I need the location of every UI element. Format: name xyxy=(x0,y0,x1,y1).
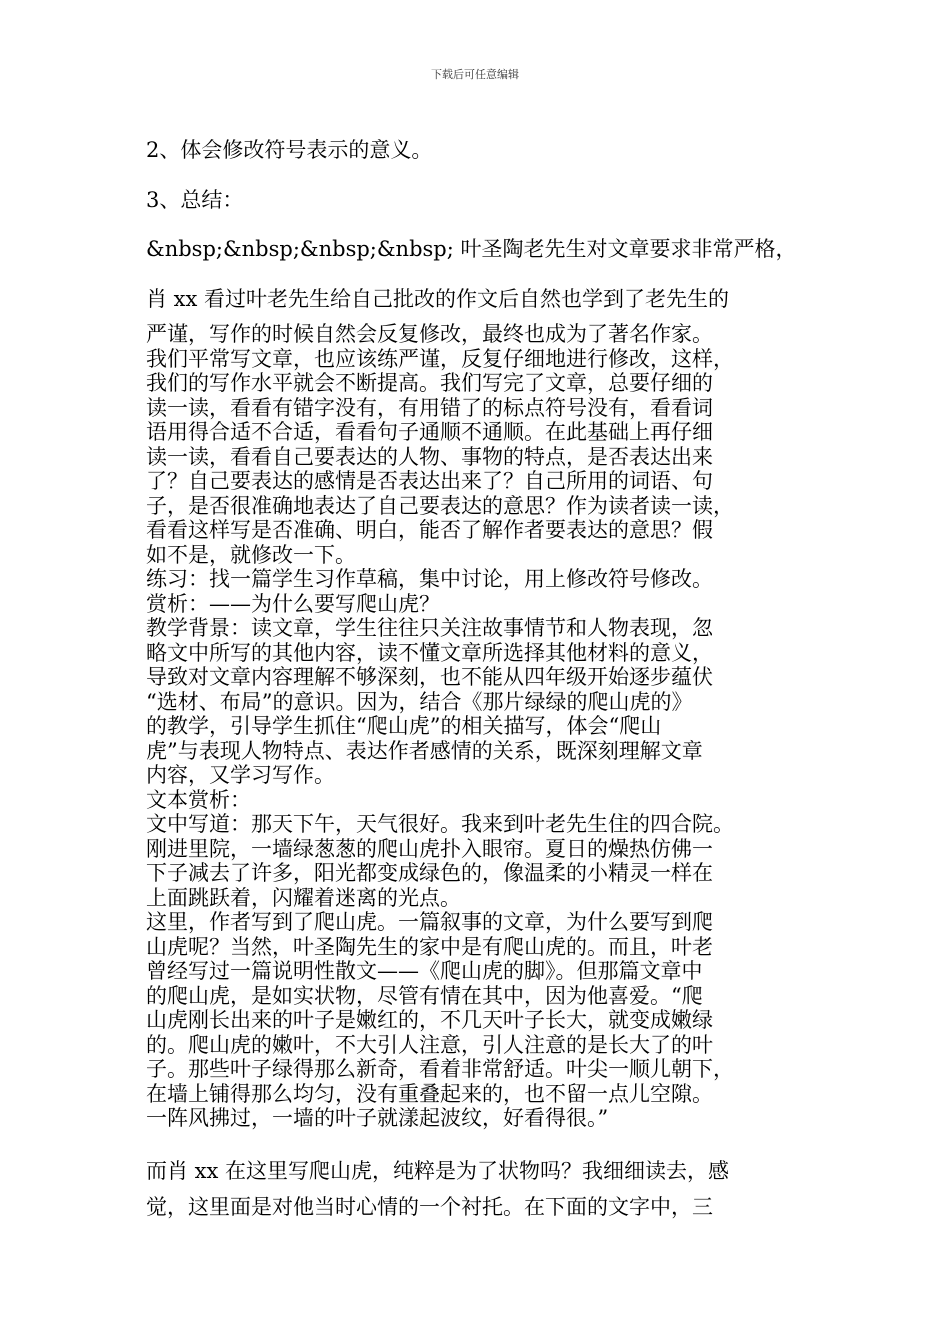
body-line: 赏析：——为什么要写爬山虎？ xyxy=(146,591,440,616)
body-line: 一阵风拂过，一墙的叶子就漾起波纹，好看得很。” xyxy=(146,1106,609,1130)
body-line: 文中写道：那天下午，天气很好。我来到叶老先生住的四合院。 xyxy=(146,812,734,836)
body-line: 语用得合适不合适，看看句子通顺不通顺。在此基础上再仔细 xyxy=(146,420,713,444)
body-line: 教学背景：读文章，学生往往只关注故事情节和人物表现，忽 xyxy=(146,616,713,640)
item-2: 2、体会修改符号表示的意义。 xyxy=(146,138,433,162)
closing-line: 而肖 xx 在这里写爬山虎，纯粹是为了状物吗？我细细读去，感 xyxy=(146,1159,730,1183)
body-line: 上面跳跃着，闪耀着迷离的光点。 xyxy=(146,885,461,910)
closing-line: 觉，这里面是对他当时心情的一个衬托。在下面的文字中，三 xyxy=(146,1195,713,1219)
body-line: 子。那些叶子绿得那么新奇，看着非常舒适。叶尖一顺儿朝下， xyxy=(146,1057,734,1081)
body-line: 在墙上铺得那么均匀，没有重叠起来的，也不留一点儿空隙。 xyxy=(146,1081,713,1106)
body-line: 读一读，看看有错字没有，有用错了的标点符号没有，看看词 xyxy=(146,395,713,420)
body-line: 山虎刚长出来的叶子是嫩红的，不几天叶子长大，就变成嫩绿 xyxy=(146,1008,713,1032)
body-line: 虎”与表现人物特点、表达作者感情的关系，既深刻理解文章 xyxy=(146,738,703,763)
body-line: 这里，作者写到了爬山虎。一篇叙事的文章，为什么要写到爬 xyxy=(146,910,713,934)
summary-line: &nbsp;&nbsp;&nbsp;&nbsp; 叶圣陶老先生对文章要求非常严格， xyxy=(146,237,797,261)
body-line: 了？自己要表达的感情是否表达出来了？自己所用的词语、句 xyxy=(146,469,713,493)
body-line: 文本赏析： xyxy=(146,787,251,812)
body-line: 下子减去了许多，阳光都变成绿色的，像温柔的小精灵一样在 xyxy=(146,861,713,885)
body-line: 我们的写作水平就会不断提高。我们写完了文章，总要仔细的 xyxy=(146,371,713,395)
body-line: 刚进里院，一墙绿葱葱的爬山虎扑入眼帘。夏日的燥热仿佛一 xyxy=(146,836,713,861)
body-line: 我们平常写文章，也应该练严谨，反复仔细地进行修改，这样， xyxy=(146,346,734,371)
body-line: 的。爬山虎的嫩叶，不大引人注意，引人注意的是长大了的叶 xyxy=(146,1032,713,1057)
body-line: 曾经写过一篇说明性散文——《爬山虎的脚》。但那篇文章中 xyxy=(146,959,703,983)
body-line: “选材、布局”的意识。因为，结合《那片绿绿的爬山虎的》 xyxy=(146,689,693,714)
body-line: 的教学，引导学生抓住“爬山虎”的相关描写，体会“爬山 xyxy=(146,714,662,738)
body-line: 的爬山虎，是如实状物，尽管有情在其中，因为他喜爱。“爬 xyxy=(146,983,703,1008)
item-3: 3、总结： xyxy=(146,188,244,212)
body-line: 看看这样写是否准确、明白，能否了解作者要表达的意思？假 xyxy=(146,518,713,542)
body-line: 山虎呢？当然，叶圣陶先生的家中是有爬山虎的。而且，叶老 xyxy=(146,934,713,959)
summary-line: 肖 xx 看过叶老先生给自己批改的作文后自然也学到了老先生的 xyxy=(146,287,730,311)
body-line: 严谨，写作的时候自然会反复修改，最终也成为了著名作家。 xyxy=(146,322,713,346)
body-line: 内容，又学习写作。 xyxy=(146,763,335,787)
body-line: 如不是，就修改一下。 xyxy=(146,542,356,567)
page-header: 下载后可任意编辑 xyxy=(431,68,519,81)
body-paragraphs xyxy=(146,322,734,1131)
body-line: 读一读，看看自己要表达的人物、事物的特点，是否表达出来 xyxy=(146,444,713,469)
body-line: 略文中所写的其他内容，读不懂文章所选择其他材料的意义， xyxy=(146,640,713,665)
body-line: 子，是否很准确地表达了自己要表达的意思？作为读者读一读， xyxy=(146,493,734,518)
body-line: 导致对文章内容理解不够深刻，也不能从四年级开始逐步蕴伏 xyxy=(146,665,713,689)
body-line: 练习：找一篇学生习作草稿，集中讨论，用上修改符号修改。 xyxy=(146,567,713,591)
